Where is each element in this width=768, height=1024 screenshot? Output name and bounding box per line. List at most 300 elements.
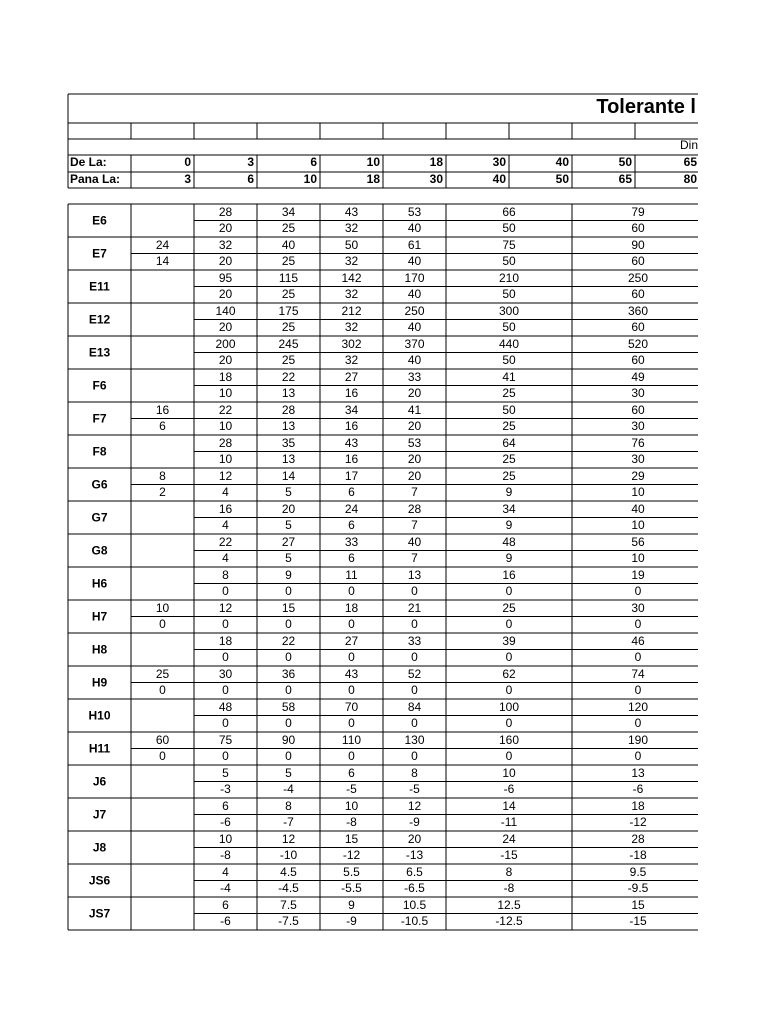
- lower-deviation: 60: [631, 353, 645, 367]
- lower-deviation: 0: [411, 617, 418, 631]
- upper-deviation: 30: [631, 601, 645, 615]
- tolerance-code: JS7: [88, 906, 111, 921]
- lower-deviation: 40: [407, 320, 422, 334]
- lower-deviation: 40: [407, 287, 422, 301]
- upper-deviation: 64: [502, 436, 516, 450]
- tolerance-code: E6: [92, 213, 107, 228]
- lower-deviation: 5: [285, 518, 292, 532]
- lower-deviation: 32: [344, 353, 359, 367]
- lower-deviation: 40: [407, 254, 422, 268]
- range-from-value: 3: [247, 155, 254, 169]
- upper-deviation: 245: [278, 337, 299, 351]
- lower-deviation: -8: [503, 881, 515, 895]
- dimension-label: Din: [679, 138, 698, 152]
- upper-deviation: 13: [407, 568, 422, 582]
- upper-deviation: 66: [502, 205, 516, 219]
- lower-deviation: 7: [411, 485, 418, 499]
- upper-deviation: 27: [344, 634, 359, 648]
- lower-deviation: -12.5: [495, 914, 523, 928]
- lower-deviation: 20: [218, 353, 233, 367]
- lower-deviation: 50: [502, 287, 516, 301]
- tolerance-code: H6: [91, 576, 108, 591]
- extra-upper-value: 24: [155, 238, 170, 252]
- tolerance-code: G8: [91, 543, 108, 558]
- upper-deviation: 50: [502, 403, 516, 417]
- lower-deviation: 20: [218, 221, 233, 235]
- lower-deviation: 32: [344, 221, 359, 235]
- tolerance-code: J7: [92, 807, 107, 822]
- lower-deviation: -13: [405, 848, 424, 862]
- tolerance-code: E11: [89, 279, 110, 294]
- lower-deviation: 4: [222, 485, 229, 499]
- upper-deviation: 190: [627, 733, 649, 747]
- lower-deviation: 40: [407, 353, 422, 367]
- lower-deviation: -11: [500, 815, 518, 829]
- range-from-value: 50: [618, 155, 632, 169]
- lower-deviation: 10: [218, 452, 233, 466]
- lower-deviation: -9: [409, 815, 420, 829]
- upper-deviation: 20: [281, 502, 296, 516]
- lower-deviation: 20: [218, 254, 233, 268]
- upper-deviation: 5: [285, 766, 292, 780]
- upper-deviation: 29: [631, 469, 645, 483]
- lower-deviation: 32: [344, 287, 359, 301]
- upper-deviation: 18: [218, 370, 233, 384]
- range-to-value: 6: [247, 172, 254, 186]
- upper-deviation: 10: [218, 832, 233, 846]
- sheet-title: Tolerante l: [596, 96, 696, 118]
- range-to-value: 50: [555, 172, 569, 186]
- upper-deviation: 43: [344, 205, 359, 219]
- lower-deviation: 50: [502, 320, 516, 334]
- upper-deviation: 10.5: [402, 898, 427, 912]
- upper-deviation: 175: [278, 304, 299, 318]
- upper-deviation: 15: [344, 832, 359, 846]
- upper-deviation: 12: [281, 832, 296, 846]
- upper-deviation: 15: [631, 898, 645, 912]
- tolerance-code: H10: [88, 708, 111, 723]
- lower-deviation: 25: [281, 320, 296, 334]
- upper-deviation: 43: [344, 667, 359, 681]
- lower-deviation: 0: [222, 749, 229, 763]
- upper-deviation: 6: [222, 799, 229, 813]
- range-from-value: 18: [429, 155, 443, 169]
- lower-deviation: 4: [222, 551, 229, 565]
- lower-deviation: -4: [220, 881, 231, 895]
- upper-deviation: 25: [502, 601, 516, 615]
- extra-lower-value: 0: [159, 749, 166, 763]
- lower-deviation: 0: [505, 650, 513, 664]
- lower-deviation: 9: [505, 551, 513, 565]
- upper-deviation: 34: [281, 205, 296, 219]
- upper-deviation: 34: [344, 403, 359, 417]
- upper-deviation: 8: [505, 865, 513, 879]
- upper-deviation: 28: [218, 205, 233, 219]
- extra-upper-value: 60: [155, 733, 170, 747]
- lower-deviation: 5: [285, 485, 292, 499]
- upper-deviation: 10: [502, 766, 516, 780]
- lower-deviation: -7.5: [278, 914, 299, 928]
- upper-deviation: 20: [407, 469, 422, 483]
- upper-deviation: 8: [411, 766, 418, 780]
- lower-deviation: 40: [407, 221, 422, 235]
- upper-deviation: 5: [222, 766, 229, 780]
- upper-deviation: 6: [222, 898, 229, 912]
- lower-deviation: -4.5: [278, 881, 299, 895]
- lower-deviation: 9: [505, 518, 513, 532]
- upper-deviation: 24: [344, 502, 359, 516]
- upper-deviation: 9: [348, 898, 355, 912]
- upper-deviation: 58: [281, 700, 296, 714]
- upper-deviation: 95: [218, 271, 233, 285]
- upper-deviation: 33: [407, 370, 422, 384]
- upper-deviation: 20: [407, 832, 422, 846]
- range-from-value: 6: [310, 155, 317, 169]
- upper-deviation: 53: [407, 205, 422, 219]
- upper-deviation: 33: [344, 535, 359, 549]
- upper-deviation: 22: [281, 634, 296, 648]
- upper-deviation: 18: [344, 601, 359, 615]
- lower-deviation: 0: [285, 683, 292, 697]
- lower-deviation: 13: [281, 452, 296, 466]
- lower-deviation: 0: [285, 716, 292, 730]
- upper-deviation: 22: [281, 370, 296, 384]
- extra-lower-value: 6: [159, 419, 166, 433]
- lower-deviation: 50: [502, 221, 516, 235]
- lower-deviation: 9: [505, 485, 513, 499]
- upper-deviation: 56: [631, 535, 645, 549]
- lower-deviation: -5.5: [341, 881, 362, 895]
- upper-deviation: 6.5: [406, 865, 423, 879]
- tolerance-code: E13: [88, 345, 111, 360]
- upper-deviation: 30: [218, 667, 233, 681]
- lower-deviation: 0: [634, 716, 642, 730]
- upper-deviation: 61: [407, 238, 422, 252]
- upper-deviation: 62: [502, 667, 516, 681]
- lower-deviation: -18: [629, 848, 647, 862]
- upper-deviation: 11: [345, 568, 358, 582]
- lower-deviation: 60: [631, 320, 645, 334]
- upper-deviation: 210: [498, 271, 520, 285]
- lower-deviation: 0: [505, 584, 513, 598]
- lower-deviation: -9.5: [627, 881, 649, 895]
- lower-deviation: 7: [411, 551, 418, 565]
- lower-deviation: 13: [281, 419, 296, 433]
- extra-upper-value: 8: [159, 469, 166, 483]
- upper-deviation: 41: [407, 403, 422, 417]
- lower-deviation: 20: [218, 320, 233, 334]
- lower-deviation: 0: [285, 584, 292, 598]
- row-from-label: De La:: [70, 155, 107, 169]
- upper-deviation: 34: [502, 502, 516, 516]
- lower-deviation: 6: [348, 551, 355, 565]
- upper-deviation: 120: [627, 700, 649, 714]
- upper-deviation: 100: [498, 700, 520, 714]
- range-from-value: 65: [683, 155, 697, 169]
- range-from-value: 30: [492, 155, 506, 169]
- lower-deviation: 30: [631, 386, 645, 400]
- lower-deviation: 10: [218, 419, 233, 433]
- lower-deviation: 4: [222, 518, 229, 532]
- lower-deviation: 25: [281, 287, 296, 301]
- upper-deviation: 10: [344, 799, 359, 813]
- upper-deviation: 46: [631, 634, 645, 648]
- lower-deviation: 25: [281, 221, 296, 235]
- upper-deviation: 48: [218, 700, 233, 714]
- lower-deviation: 0: [634, 584, 642, 598]
- lower-deviation: 0: [348, 617, 355, 631]
- lower-deviation: -5: [346, 782, 357, 796]
- lower-deviation: 0: [505, 683, 513, 697]
- lower-deviation: 0: [222, 650, 229, 664]
- lower-deviation: 0: [222, 683, 229, 697]
- upper-deviation: 90: [631, 238, 645, 252]
- upper-deviation: 22: [218, 403, 233, 417]
- upper-deviation: 5.5: [343, 865, 360, 879]
- lower-deviation: 0: [348, 716, 355, 730]
- upper-deviation: 43: [344, 436, 359, 450]
- lower-deviation: 6: [348, 518, 355, 532]
- upper-deviation: 115: [278, 271, 299, 285]
- lower-deviation: -8: [346, 815, 357, 829]
- upper-deviation: 9.5: [629, 865, 647, 879]
- lower-deviation: 0: [634, 650, 642, 664]
- upper-deviation: 18: [218, 634, 233, 648]
- lower-deviation: 0: [505, 749, 513, 763]
- extra-upper-value: 25: [155, 667, 170, 681]
- upper-deviation: 12: [218, 601, 233, 615]
- lower-deviation: -9: [346, 914, 357, 928]
- lower-deviation: 0: [634, 683, 642, 697]
- upper-deviation: 48: [502, 535, 516, 549]
- upper-deviation: 22: [218, 535, 233, 549]
- lower-deviation: 50: [502, 254, 516, 268]
- upper-deviation: 9: [285, 568, 292, 582]
- upper-deviation: 12: [218, 469, 233, 483]
- range-to-value: 18: [366, 172, 380, 186]
- upper-deviation: 84: [407, 700, 422, 714]
- upper-deviation: 7.5: [280, 898, 297, 912]
- upper-deviation: 4.5: [280, 865, 297, 879]
- tolerance-code: F7: [92, 411, 107, 426]
- tolerance-code: E12: [88, 312, 111, 327]
- range-to-value: 10: [303, 172, 317, 186]
- upper-deviation: 16: [502, 568, 516, 582]
- lower-deviation: 0: [411, 683, 418, 697]
- lower-deviation: 16: [344, 386, 359, 400]
- lower-deviation: 20: [218, 287, 233, 301]
- upper-deviation: 250: [627, 271, 649, 285]
- upper-deviation: 14: [281, 469, 296, 483]
- upper-deviation: 74: [631, 667, 645, 681]
- lower-deviation: -10: [279, 848, 298, 862]
- upper-deviation: 13: [631, 766, 645, 780]
- upper-deviation: 21: [407, 601, 422, 615]
- upper-deviation: 40: [407, 535, 422, 549]
- upper-deviation: 250: [404, 304, 425, 318]
- lower-deviation: -4: [283, 782, 294, 796]
- upper-deviation: 110: [341, 733, 362, 747]
- sheet-grid: [68, 94, 698, 930]
- upper-deviation: 160: [498, 733, 520, 747]
- lower-deviation: -7: [283, 815, 294, 829]
- range-to-value: 65: [618, 172, 632, 186]
- upper-deviation: 75: [218, 733, 233, 747]
- lower-deviation: 60: [631, 254, 645, 268]
- lower-deviation: 7: [411, 518, 418, 532]
- upper-deviation: 130: [404, 733, 425, 747]
- lower-deviation: 16: [344, 419, 359, 433]
- lower-deviation: 25: [502, 452, 516, 466]
- lower-deviation: 16: [344, 452, 359, 466]
- upper-deviation: 70: [344, 700, 359, 714]
- extra-upper-value: 10: [155, 601, 170, 615]
- row-to-label: Pana La:: [70, 172, 121, 186]
- tolerance-code: H11: [88, 741, 111, 756]
- extra-lower-value: 2: [159, 485, 166, 499]
- lower-deviation: -8: [220, 848, 231, 862]
- upper-deviation: 28: [631, 832, 645, 846]
- lower-deviation: 10: [631, 518, 645, 532]
- lower-deviation: 0: [505, 716, 513, 730]
- tolerance-code: F6: [92, 378, 107, 393]
- lower-deviation: 20: [407, 419, 422, 433]
- extra-lower-value: 0: [159, 617, 166, 631]
- upper-deviation: 27: [281, 535, 296, 549]
- upper-deviation: 24: [502, 832, 516, 846]
- upper-deviation: 440: [498, 337, 520, 351]
- range-from-value: 0: [184, 155, 191, 169]
- tolerance-code: J8: [92, 840, 107, 855]
- lower-deviation: 32: [344, 320, 359, 334]
- upper-deviation: 28: [407, 502, 422, 516]
- upper-deviation: 33: [407, 634, 422, 648]
- upper-deviation: 170: [404, 271, 425, 285]
- lower-deviation: 0: [348, 650, 355, 664]
- tolerance-code: J6: [92, 774, 107, 789]
- upper-deviation: 14: [502, 799, 516, 813]
- lower-deviation: 32: [344, 254, 359, 268]
- lower-deviation: -6: [503, 782, 515, 796]
- lower-deviation: -12: [342, 848, 361, 862]
- upper-deviation: 39: [502, 634, 516, 648]
- upper-deviation: 360: [627, 304, 649, 318]
- tolerance-code: F8: [92, 444, 107, 459]
- tolerance-code: E7: [92, 246, 107, 261]
- lower-deviation: 0: [634, 617, 642, 631]
- lower-deviation: 0: [411, 584, 418, 598]
- lower-deviation: 25: [281, 254, 296, 268]
- lower-deviation: 0: [222, 584, 229, 598]
- lower-deviation: 60: [631, 221, 645, 235]
- range-to-value: 3: [184, 172, 191, 186]
- upper-deviation: 27: [344, 370, 359, 384]
- lower-deviation: 0: [348, 584, 355, 598]
- upper-deviation: 8: [285, 799, 292, 813]
- lower-deviation: -3: [220, 782, 231, 796]
- lower-deviation: -6: [220, 914, 231, 928]
- extra-lower-value: 0: [159, 683, 166, 697]
- lower-deviation: 5: [285, 551, 292, 565]
- range-from-value: 40: [555, 155, 569, 169]
- upper-deviation: 12.5: [497, 898, 521, 912]
- upper-deviation: 12: [407, 799, 422, 813]
- lower-deviation: -10.5: [400, 914, 429, 928]
- lower-deviation: -5: [409, 782, 420, 796]
- upper-deviation: 200: [215, 337, 236, 351]
- upper-deviation: 302: [341, 337, 362, 351]
- upper-deviation: 79: [631, 205, 645, 219]
- tolerance-code: G6: [91, 477, 108, 492]
- lower-deviation: -6: [220, 815, 231, 829]
- upper-deviation: 40: [631, 502, 645, 516]
- upper-deviation: 18: [631, 799, 645, 813]
- lower-deviation: 30: [631, 452, 645, 466]
- lower-deviation: -6.5: [404, 881, 425, 895]
- upper-deviation: 142: [341, 271, 362, 285]
- lower-deviation: 30: [631, 419, 645, 433]
- upper-deviation: 17: [344, 469, 359, 483]
- tolerance-code: G7: [91, 510, 108, 525]
- upper-deviation: 28: [281, 403, 296, 417]
- upper-deviation: 32: [218, 238, 233, 252]
- range-from-value: 10: [366, 155, 380, 169]
- tolerance-code: H9: [91, 675, 108, 690]
- upper-deviation: 28: [218, 436, 233, 450]
- range-to-value: 40: [492, 172, 506, 186]
- upper-deviation: 35: [281, 436, 296, 450]
- upper-deviation: 60: [631, 403, 645, 417]
- lower-deviation: 0: [222, 716, 229, 730]
- tolerance-code: H8: [91, 642, 108, 657]
- lower-deviation: 0: [411, 749, 418, 763]
- extra-lower-value: 14: [155, 254, 170, 268]
- upper-deviation: 50: [344, 238, 359, 252]
- upper-deviation: 300: [498, 304, 520, 318]
- upper-deviation: 6: [348, 766, 355, 780]
- lower-deviation: -15: [629, 914, 647, 928]
- upper-deviation: 25: [502, 469, 516, 483]
- lower-deviation: 60: [631, 287, 645, 301]
- lower-deviation: 10: [631, 485, 645, 499]
- upper-deviation: 212: [341, 304, 362, 318]
- upper-deviation: 76: [631, 436, 645, 450]
- upper-deviation: 370: [404, 337, 425, 351]
- upper-deviation: 19: [631, 568, 645, 582]
- lower-deviation: 50: [502, 353, 516, 367]
- lower-deviation: 0: [411, 650, 418, 664]
- tolerance-code: H7: [91, 609, 108, 624]
- lower-deviation: -15: [500, 848, 518, 862]
- lower-deviation: 10: [631, 551, 645, 565]
- upper-deviation: 520: [627, 337, 649, 351]
- lower-deviation: 0: [285, 650, 292, 664]
- lower-deviation: 0: [222, 617, 229, 631]
- range-to-value: 80: [683, 172, 697, 186]
- lower-deviation: 6: [348, 485, 355, 499]
- range-to-value: 30: [429, 172, 443, 186]
- lower-deviation: 10: [218, 386, 233, 400]
- lower-deviation: 0: [411, 716, 418, 730]
- upper-deviation: 49: [631, 370, 645, 384]
- lower-deviation: 20: [407, 452, 422, 466]
- lower-deviation: 20: [407, 386, 422, 400]
- lower-deviation: 0: [348, 683, 355, 697]
- lower-deviation: 0: [285, 749, 292, 763]
- upper-deviation: 41: [502, 370, 516, 384]
- lower-deviation: 0: [285, 617, 292, 631]
- lower-deviation: 25: [281, 353, 296, 367]
